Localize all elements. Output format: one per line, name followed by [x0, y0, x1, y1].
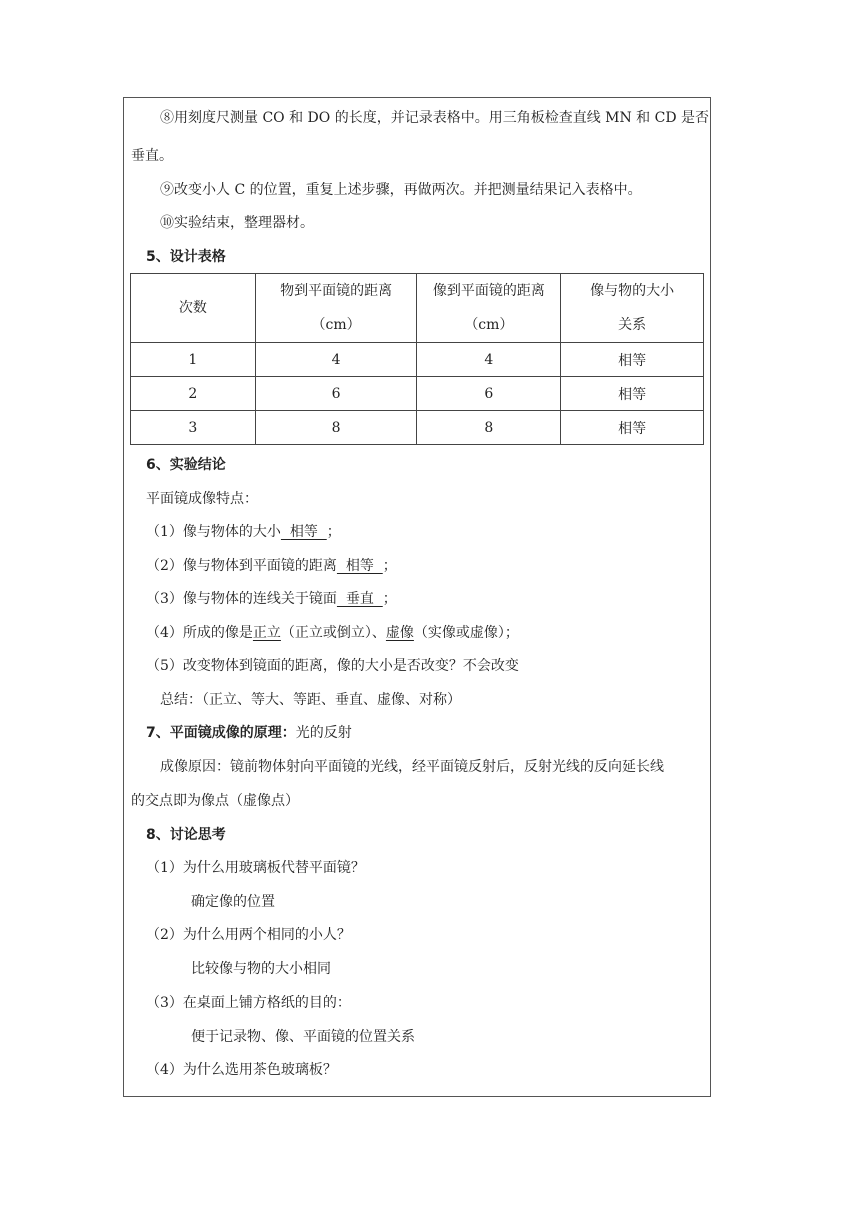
header-size-relation: 像与物的大小 关系	[561, 274, 704, 343]
table-cell: 8	[417, 411, 561, 445]
question-2: （2）为什么用两个相同的小人？	[146, 927, 351, 943]
table-row	[131, 411, 704, 445]
conclusion-3: （3）像与物体的连线关于镜面 垂直 ；	[146, 591, 397, 607]
conclusion-intro: 平面镜成像特点：	[146, 491, 258, 507]
results-table	[130, 273, 704, 445]
section-7-title: 7、平面镜成像的原理：光的反射	[146, 725, 352, 741]
table-cell: 6	[255, 377, 417, 411]
imaging-reason-line-2: 的交点即为像点（虚像点）	[131, 793, 299, 809]
table-cell: 6	[417, 377, 561, 411]
step-8-line-2: 垂直。	[131, 148, 173, 164]
header-object-distance: 物到平面镜的距离 （cm）	[255, 274, 417, 343]
table-row	[131, 343, 704, 377]
header-count: 次数	[131, 274, 256, 343]
question-1: （1）为什么用玻璃板代替平面镜？	[146, 860, 365, 876]
answer-3: 便于记录物、像、平面镜的位置关系	[191, 1029, 415, 1045]
table-cell: 8	[255, 411, 417, 445]
table-cell: 相等	[561, 343, 704, 377]
conclusion-1: （1）像与物体的大小 相等 ；	[146, 524, 341, 540]
answer-2: 比较像与物的大小相同	[191, 961, 331, 977]
table-cell: 相等	[561, 377, 704, 411]
section-5-title: 5、设计表格	[146, 249, 226, 265]
question-4: （4）为什么选用茶色玻璃板？	[146, 1062, 337, 1078]
step-9: ⑨改变小人 C 的位置，重复上述步骤，再做两次。并把测量结果记入表格中。	[160, 182, 642, 198]
answer-1: 确定像的位置	[191, 894, 275, 910]
table-cell: 1	[131, 343, 256, 377]
imaging-reason-line-1: 成像原因：镜前物体射向平面镜的光线，经平面镜反射后，反射光线的反向延长线	[160, 759, 664, 775]
header-image-distance: 像到平面镜的距离 （cm）	[417, 274, 561, 343]
step-8-line-1: ⑧用刻度尺测量 CO 和 DO 的长度，并记录表格中。用三角板检查直线 MN 和 CD 是否	[160, 110, 710, 126]
table-cell: 4	[417, 343, 561, 377]
conclusion-4: （4）所成的像是正立（正立或倒立）、虚像（实像或虚像）；	[146, 625, 519, 641]
table-header-row	[131, 274, 704, 343]
table-cell: 3	[131, 411, 256, 445]
table-cell: 4	[255, 343, 417, 377]
question-3: （3）在桌面上铺方格纸的目的：	[146, 995, 351, 1011]
conclusion-2: （2）像与物体到平面镜的距离 相等 ；	[146, 558, 397, 574]
table-row	[131, 377, 704, 411]
conclusion-summary: 总结：（正立、等大、等距、垂直、虚像、对称）	[160, 692, 461, 708]
step-10: ⑩实验结束，整理器材。	[160, 215, 314, 231]
table-cell: 相等	[561, 411, 704, 445]
section-6-title: 6、实验结论	[146, 457, 226, 473]
section-8-title: 8、讨论思考	[146, 827, 226, 843]
table-cell: 2	[131, 377, 256, 411]
conclusion-5: （5）改变物体到镜面的距离，像的大小是否改变？不会改变	[146, 658, 519, 674]
